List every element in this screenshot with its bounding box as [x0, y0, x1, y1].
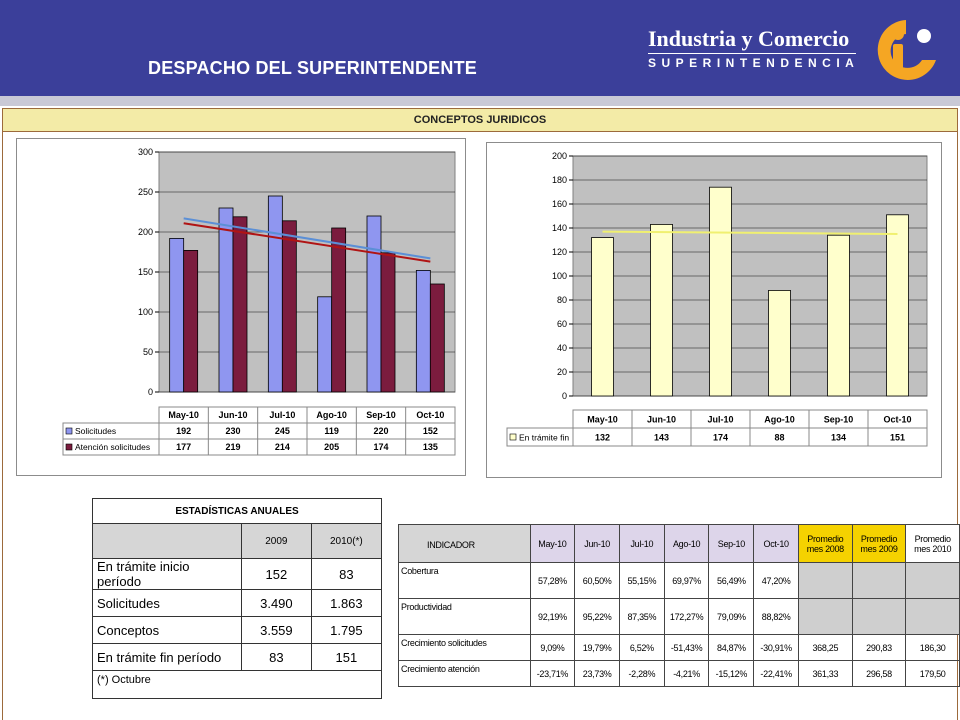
- annual-cell: 83: [242, 644, 312, 671]
- data-label: 177: [176, 442, 192, 453]
- table-row: [399, 661, 960, 687]
- data-label: 192: [176, 426, 192, 437]
- bar: [219, 208, 233, 392]
- bar: [184, 250, 198, 392]
- indicator-cell: -4,21%: [664, 661, 709, 687]
- brand-name: Industria y Comercio: [648, 26, 850, 51]
- legend-swatch: [66, 428, 72, 434]
- annual-title: ESTADÍSTICAS ANUALES: [93, 499, 382, 524]
- x-tick-label: Jun-10: [646, 414, 677, 425]
- indicator-cell: 60,50%: [575, 563, 620, 599]
- y-tick-label: 0: [561, 391, 567, 401]
- indicator-cell: -22,41%: [754, 661, 799, 687]
- bar: [430, 284, 444, 392]
- annual-cell: 83: [311, 559, 381, 590]
- indicator-prom-cell: 186,30: [906, 635, 960, 661]
- indicator-prom-cell: 290,83: [852, 635, 906, 661]
- data-label: 174: [373, 442, 389, 453]
- x-tick-label: Oct-10: [883, 414, 912, 425]
- bar: [268, 196, 282, 392]
- annual-cell: 1.863: [311, 590, 381, 617]
- bar: [887, 215, 909, 396]
- brand-subtitle: SUPERINTENDENCIA: [648, 56, 860, 70]
- table-row: [399, 599, 960, 635]
- y-tick-label: 200: [551, 151, 567, 161]
- indicator-month: Jun-10: [575, 525, 620, 563]
- indicator-cell: -51,43%: [664, 635, 709, 661]
- indicator-cell: 47,20%: [754, 563, 799, 599]
- x-tick-label: Ago-10: [316, 410, 347, 421]
- legend-swatch: [66, 444, 72, 450]
- indicator-cell: 9,09%: [530, 635, 575, 661]
- y-tick-label: 120: [551, 247, 567, 257]
- data-label: 220: [373, 426, 389, 437]
- bar: [381, 253, 395, 392]
- annual-row-label: Solicitudes: [93, 590, 242, 617]
- annual-stats-table: [92, 498, 382, 699]
- annual-cell: 151: [311, 644, 381, 671]
- chart-solicitudes: [17, 139, 465, 475]
- x-tick-label: May-10: [587, 414, 618, 425]
- table-row: [399, 563, 960, 599]
- indicator-cell: -23,71%: [530, 661, 575, 687]
- table-row: [93, 644, 382, 671]
- y-tick-label: 60: [556, 319, 567, 329]
- x-tick-label: Ago-10: [764, 414, 795, 425]
- indicator-promedio: Promedio mes 2009: [852, 525, 906, 563]
- data-label: 119: [324, 426, 339, 437]
- bar: [828, 235, 850, 396]
- annual-col-header: 2009: [242, 524, 312, 559]
- indicator-cell: 92,19%: [530, 599, 575, 635]
- y-tick-label: 300: [137, 147, 153, 157]
- table-row: [93, 617, 382, 644]
- annual-cell: 3.559: [242, 617, 312, 644]
- y-tick-label: 0: [147, 387, 153, 397]
- data-label: 174: [712, 432, 729, 443]
- x-tick-label: May-10: [168, 410, 199, 421]
- bar: [710, 187, 732, 396]
- data-label: 151: [889, 432, 906, 443]
- indicator-prom-cell: 296,58: [852, 661, 906, 687]
- y-tick-label: 20: [556, 367, 567, 377]
- annual-cell: 3.490: [242, 590, 312, 617]
- legend-label: Solicitudes: [75, 426, 117, 437]
- bar: [170, 238, 184, 392]
- bar: [651, 224, 673, 396]
- bar: [769, 290, 791, 396]
- y-tick-label: 180: [551, 175, 567, 185]
- data-label: 134: [830, 432, 847, 443]
- data-label: 219: [225, 442, 241, 453]
- indicator-cell: 88,82%: [754, 599, 799, 635]
- indicator-cell: 69,97%: [664, 563, 709, 599]
- sic-logo-icon: [866, 14, 942, 86]
- annual-col-header: 2010(*): [311, 524, 381, 559]
- data-label: 152: [422, 426, 438, 437]
- y-tick-label: 80: [556, 295, 567, 305]
- indicator-cell: 19,79%: [575, 635, 620, 661]
- data-label: 214: [274, 442, 290, 453]
- x-tick-label: Sep-10: [823, 414, 854, 425]
- legend-label: Atención solicitudes: [75, 442, 151, 453]
- header-band: [0, 96, 960, 106]
- indicator-month: May-10: [530, 525, 575, 563]
- page-title: DESPACHO DEL SUPERINTENDENTE: [148, 58, 477, 78]
- indicator-cell: -2,28%: [619, 661, 664, 687]
- indicator-prom-cell: 368,25: [799, 635, 853, 661]
- bar: [416, 270, 430, 392]
- indicator-promedio: Promedio mes 2008: [799, 525, 853, 563]
- indicator-prom-cell: [852, 599, 906, 635]
- bar: [332, 228, 346, 392]
- indicator-label: Productividad: [399, 599, 531, 635]
- section-title: CONCEPTOS JURIDICOS: [2, 108, 958, 132]
- indicator-prom-cell: [799, 599, 853, 635]
- indicator-month: Ago-10: [664, 525, 709, 563]
- indicator-cell: 6,52%: [619, 635, 664, 661]
- annual-note: (*) Octubre: [93, 671, 382, 699]
- indicator-prom-cell: 361,33: [799, 661, 853, 687]
- annual-corner: [93, 524, 242, 559]
- indicator-label: Crecimiento solicitudes: [399, 635, 531, 661]
- header-banner: [0, 0, 960, 96]
- data-label: 205: [324, 442, 340, 453]
- x-tick-label: Jul-10: [269, 410, 296, 421]
- y-tick-label: 150: [137, 267, 153, 277]
- brand-divider: [648, 53, 856, 54]
- indicator-label: Cobertura: [399, 563, 531, 599]
- data-label: 245: [274, 426, 290, 437]
- y-tick-label: 50: [142, 347, 153, 357]
- annual-row-label: En trámite fin período: [93, 644, 242, 671]
- table-row: [399, 635, 960, 661]
- data-label: 135: [422, 442, 438, 453]
- x-tick-label: Jul-10: [707, 414, 734, 425]
- indicator-prom-cell: [906, 563, 960, 599]
- indicator-cell: -30,91%: [754, 635, 799, 661]
- x-tick-label: Jun-10: [218, 410, 248, 421]
- annual-cell: 1.795: [311, 617, 381, 644]
- bar: [233, 217, 247, 392]
- indicator-cell: 79,09%: [709, 599, 754, 635]
- indicator-cell: 56,49%: [709, 563, 754, 599]
- table-row: [63, 423, 455, 439]
- bar: [282, 221, 296, 392]
- y-tick-label: 100: [137, 307, 153, 317]
- indicator-prom-cell: [906, 599, 960, 635]
- chart-tramite: [487, 143, 941, 477]
- x-tick-label: Oct-10: [416, 410, 445, 421]
- annual-cell: 152: [242, 559, 312, 590]
- indicator-month: Oct-10: [754, 525, 799, 563]
- table-row: [93, 590, 382, 617]
- indicator-cell: 57,28%: [530, 563, 575, 599]
- y-tick-label: 40: [556, 343, 567, 353]
- y-tick-label: 160: [551, 199, 567, 209]
- indicator-promedio: Promedio mes 2010: [906, 525, 960, 563]
- indicators-table: [398, 524, 960, 687]
- indicator-label: Crecimiento atención: [399, 661, 531, 687]
- y-tick-label: 100: [551, 271, 567, 281]
- data-label: 230: [225, 426, 241, 437]
- chart-tramite-box: [486, 142, 942, 478]
- indicator-month: Sep-10: [709, 525, 754, 563]
- legend-swatch: [510, 434, 516, 440]
- indicator-cell: 84,87%: [709, 635, 754, 661]
- x-tick-label: Sep-10: [366, 410, 396, 421]
- indicator-cell: 87,35%: [619, 599, 664, 635]
- annual-row-label: En trámite inicio período: [93, 559, 242, 590]
- indicator-cell: -15,12%: [709, 661, 754, 687]
- y-tick-label: 140: [551, 223, 567, 233]
- bar: [367, 216, 381, 392]
- indicator-cell: 55,15%: [619, 563, 664, 599]
- chart-solicitudes-box: [16, 138, 466, 476]
- indicator-cell: 95,22%: [575, 599, 620, 635]
- indicator-cell: 172,27%: [664, 599, 709, 635]
- indicator-prom-cell: 179,50: [906, 661, 960, 687]
- y-tick-label: 200: [137, 227, 153, 237]
- data-label: 143: [653, 432, 670, 443]
- table-row: [93, 559, 382, 590]
- indicator-prom-cell: [799, 563, 853, 599]
- data-label: 132: [594, 432, 611, 443]
- annual-row-label: Conceptos: [93, 617, 242, 644]
- indicator-header: INDICADOR: [399, 525, 531, 563]
- bar: [592, 238, 614, 396]
- data-label: 88: [774, 432, 785, 443]
- legend-label: En trámite fin: [519, 432, 570, 443]
- indicator-prom-cell: [852, 563, 906, 599]
- bar: [318, 297, 332, 392]
- indicator-month: Jul-10: [619, 525, 664, 563]
- indicator-cell: 23,73%: [575, 661, 620, 687]
- y-tick-label: 250: [137, 187, 153, 197]
